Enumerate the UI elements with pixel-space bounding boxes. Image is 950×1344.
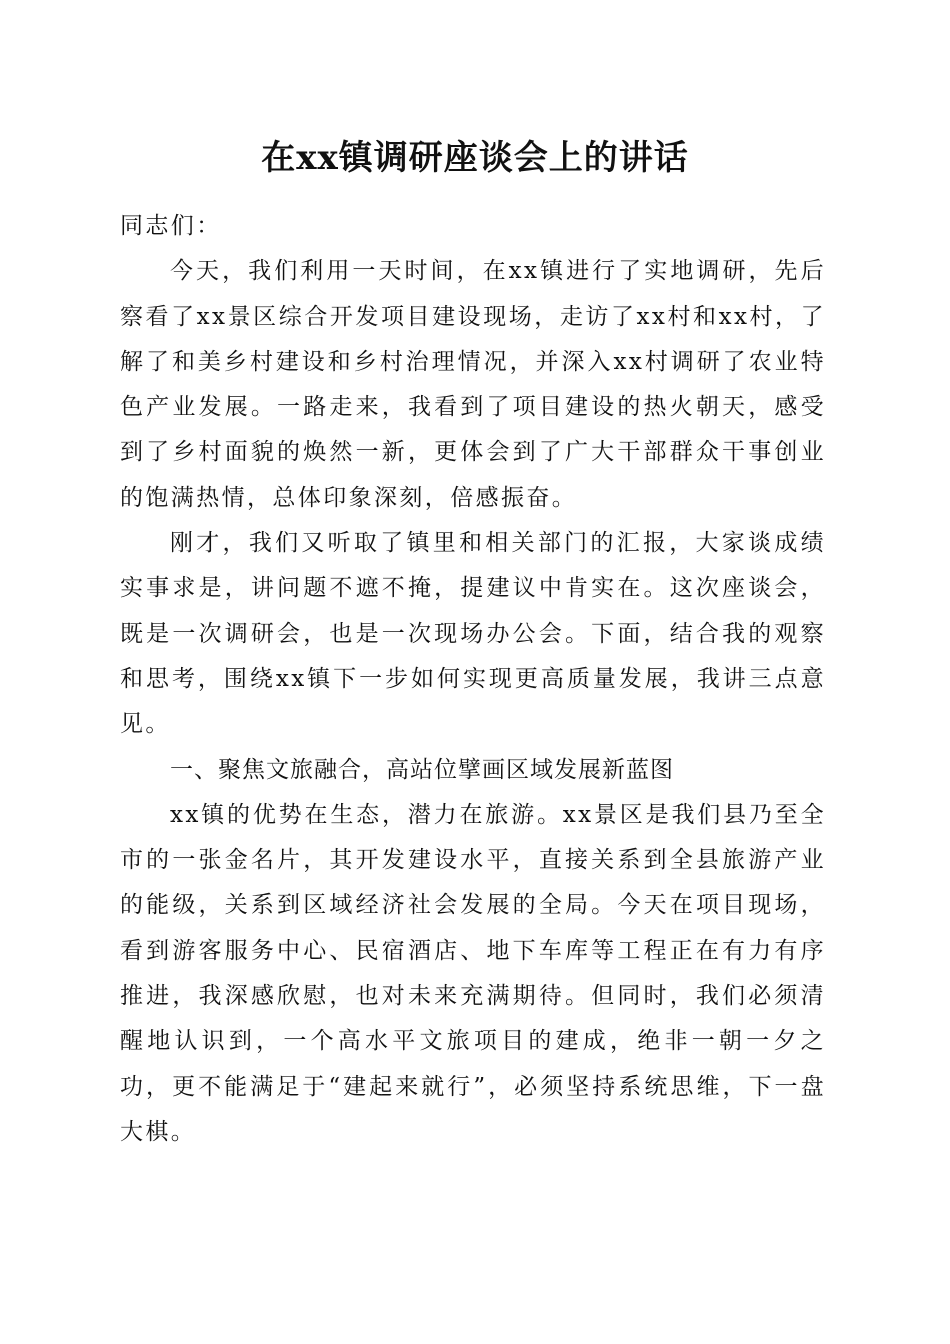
salutation: 同志们： <box>120 213 222 239</box>
paragraph-meeting: 刚才，我们又听取了镇里和相关部门的汇报，大家谈成绩实事求是，讲问题不遮不掩，提建议中肯实在。这次座谈会，既是一次调研会，也是一次现场办公会。下面，结合我的观察和思考，围绕xx镇下一步如何实现更高质量发展，我讲三点意见。 <box>120 530 826 738</box>
section-heading-1: 一、聚焦文旅融合，高站位擘画区域发展新蓝图 <box>170 756 674 783</box>
document-body <box>120 204 826 1155</box>
section-1-paragraph: xx镇的优势在生态，潜力在旅游。xx景区是我们县乃至全市的一张金名片，其开发建设水平，直接关系到全县旅游产业的能级，关系到区域经济社会发展的全局。今天在项目现场，看到游客服务中心、民宿酒店、地下车库等工程正在有力有序推进，我深感欣慰，也对未来充满期待。但同时，我们必须清醒地认识到，一个高水平文旅项目的建成，绝非一朝一夕之功，更不能满足于“建起来就行”，必须坚持系统思维，下一盘大棋。 <box>120 801 826 1145</box>
paragraph-intro: 今天，我们利用一天时间，在xx镇进行了实地调研，先后察看了xx景区综合开发项目建设现场，走访了xx村和xx村，了解了和美乡村建设和乡村治理情况，并深入xx村调研了农业特色产业发展。一路走来，我看到了项目建设的热火朝天，感受到了乡村面貌的焕然一新，更体会到了广大干部群众干事创业的饱满热情，总体印象深刻，倍感振奋。 <box>120 258 826 511</box>
document-title: 在xx镇调研座谈会上的讲话 <box>261 138 689 178</box>
